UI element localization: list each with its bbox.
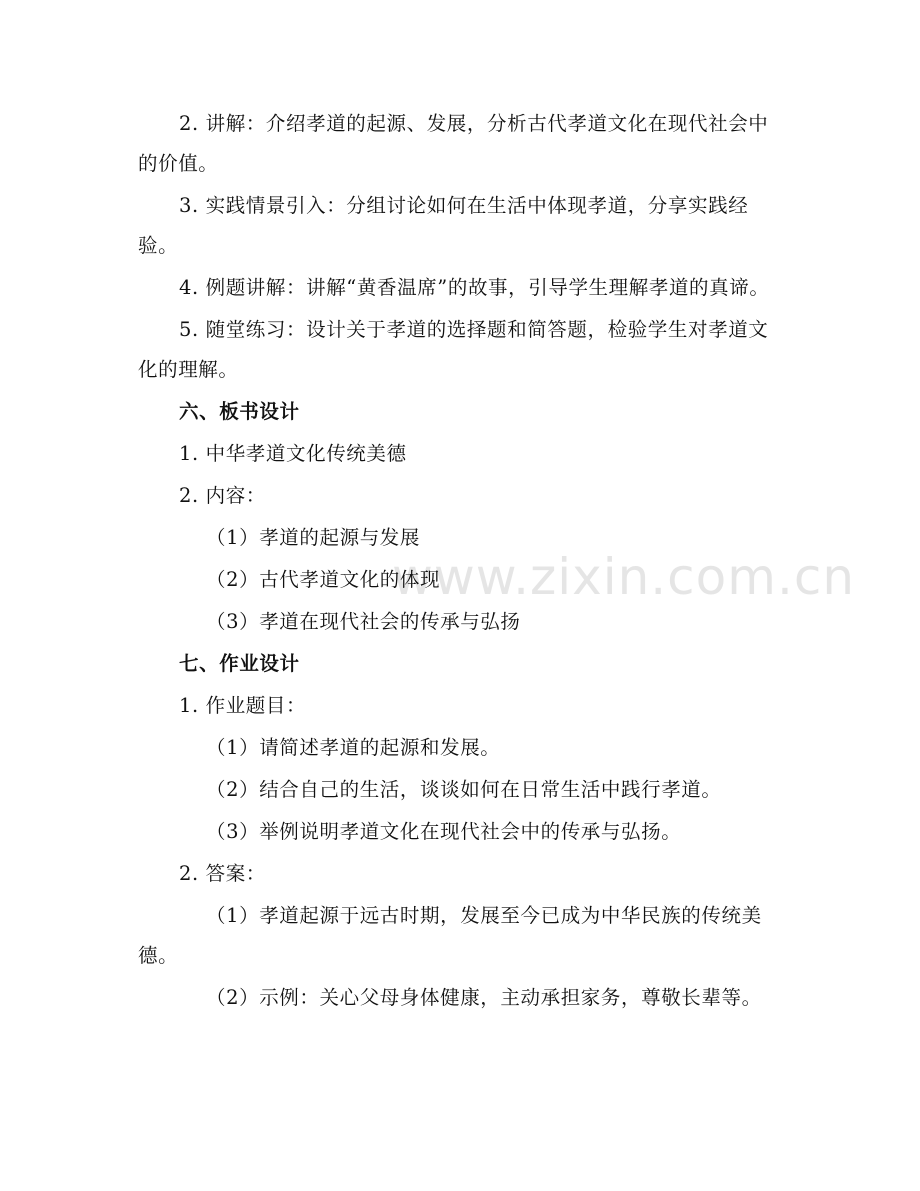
blackboard-subitem-1: （1）孝道的起源与发展 [206,526,421,549]
homework-item-1: 1. 作业题目： [179,694,307,717]
blackboard-item-1: 1. 中华孝道文化传统美德 [179,442,407,465]
paragraph-step-2: 2. 讲解：介绍孝道的起源、发展，分析古代孝道文化在现代社会中的价值。 [138,112,769,175]
homework-question-2: （2）结合自己的生活，谈谈如何在日常生活中践行孝道。 [206,778,722,801]
homework-question-1: （1）请简述孝道的起源和发展。 [206,736,501,759]
homework-item-2: 2. 答案： [179,862,266,885]
section-heading-homework: 七、作业设计 [179,652,300,675]
blackboard-subitem-2: （2）古代孝道文化的体现 [206,568,441,591]
answer-1: （1）孝道起源于远古时期，发展至今已成为中华民族的传统美德。 [138,904,762,967]
blackboard-item-2: 2. 内容： [179,484,266,507]
paragraph-step-5: 5. 随堂练习：设计关于孝道的选择题和简答题，检验学生对孝道文化的理解。 [138,318,769,381]
blackboard-subitem-3: （3）孝道在现代社会的传承与弘扬 [206,610,521,633]
paragraph-step-3: 3. 实践情景引入：分组讨论如何在生活中体现孝道，分享实践经验。 [138,194,749,257]
document-body [138,104,783,1020]
paragraph-step-4: 4. 例题讲解：讲解“黄香温席”的故事，引导学生理解孝道的真谛。 [179,276,770,299]
answer-2: （2）示例：关心父母身体健康，主动承担家务，尊敬长辈等。 [206,986,762,1009]
homework-question-3: （3）举例说明孝道文化在现代社会中的传承与弘扬。 [206,820,682,843]
watermark: www.zixin.com.cn [392,548,856,606]
section-heading-blackboard: 六、板书设计 [179,400,300,423]
